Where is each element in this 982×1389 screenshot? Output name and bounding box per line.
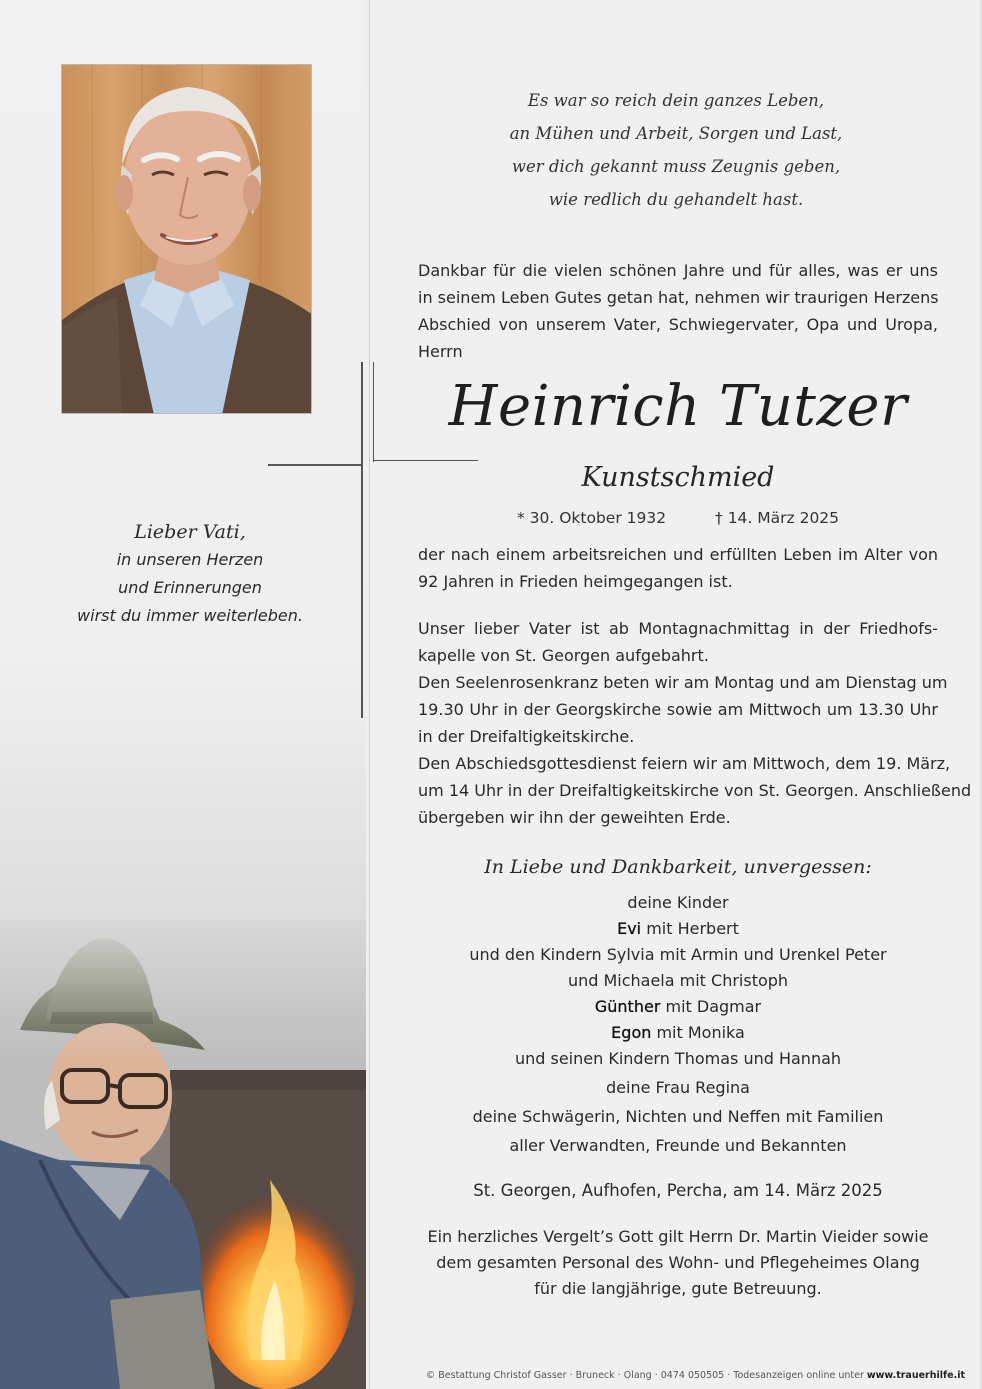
child-name: Evi: [617, 919, 642, 938]
family-line: und Michaela mit Christoph: [567, 971, 789, 990]
quote-line: und Erinnerungen: [118, 578, 262, 597]
deceased-name: Heinrich Tutzer: [448, 374, 908, 439]
intro-line: Abschied von unserem Vater, Schwiegervater, Opa und Uropa,: [418, 315, 938, 334]
arrangements-text: [418, 615, 972, 831]
footer: [410, 1370, 965, 1382]
family-line: deine Frau Regina: [606, 1078, 750, 1097]
place-date: St. Georgen, Aufhofen, Percha, am 14. März 2025: [473, 1181, 883, 1200]
vertical-divider: [369, 0, 370, 1389]
quote-heading: Lieber Vati,: [134, 521, 246, 543]
family-line: [418, 1020, 938, 1046]
quote-line: wirst du immer weiterleben.: [77, 606, 303, 625]
family-line: aller Verwandten, Freunde und Bekannten: [509, 1136, 847, 1155]
left-quote: [40, 518, 340, 630]
family-line-rest: mit Monika: [651, 1023, 745, 1042]
thanks-line: dem gesamten Personal des Wohn- und Pflegeheimes Olang: [436, 1253, 920, 1272]
thanks-line: für die langjährige, gute Betreuung.: [534, 1279, 822, 1298]
family-line-rest: mit Dagmar: [660, 997, 762, 1016]
child-name: Egon: [611, 1023, 652, 1042]
age-line: der nach einem arbeitsreichen und erfüllten Leben im Alter von: [418, 545, 938, 564]
family-line: deine Kinder: [627, 893, 729, 912]
age-text: [418, 541, 938, 595]
family-line-rest: mit Herbert: [641, 919, 739, 938]
footer-text: © Bestattung Christof Gasser · Bruneck · Olang · 0474 050505 · Todesanzeigen online unter: [425, 1370, 867, 1381]
child-name: Günther: [594, 997, 661, 1016]
arrangements-line: übergeben wir ihn der geweihten Erde.: [418, 808, 731, 827]
family-list: [418, 890, 938, 1159]
footer-website-link[interactable]: www.trauerhilfe.it: [866, 1370, 965, 1381]
intro-line: in seinem Leben Gutes getan hat, nehmen wir traurigen Herzens: [418, 288, 939, 307]
birth-date: * 30. Oktober 1932: [516, 509, 667, 527]
arrangements-line: Den Abschiedsgottesdienst feiern wir am Mittwoch, dem 19. März,: [418, 754, 951, 773]
age-line: 92 Jahren in Frieden heimgegangen ist.: [418, 572, 733, 591]
blacksmith-photo: [0, 920, 366, 1389]
family-line: deine Schwägerin, Nichten und Neffen mit Familien: [472, 1107, 884, 1126]
family-line: und den Kindern Sylvia mit Armin und Urenkel Peter: [469, 945, 887, 964]
family-line: [418, 994, 938, 1020]
arrangements-line: 19.30 Uhr in der Georgskirche sowie am Mittwoch um 13.30 Uhr: [418, 700, 938, 719]
cross-horizontal-left: [268, 464, 363, 466]
family-line: [418, 916, 938, 942]
intro-line: Dankbar für die vielen schönen Jahre und für alles, was er uns: [418, 261, 938, 280]
arrangements-line: Unser lieber Vater ist ab Montagnachmittag in der Friedhofs-: [418, 619, 938, 638]
family-heading: In Liebe und Dankbarkeit, unvergessen:: [484, 856, 872, 878]
thanks-line: Ein herzliches Vergelt’s Gott gilt Herrn Dr. Martin Vieider sowie: [427, 1227, 929, 1246]
thanks-text: [418, 1224, 938, 1302]
intro-line: Herrn: [418, 342, 463, 361]
death-date: † 14. März 2025: [715, 509, 840, 527]
arrangements-line: kapelle von St. Georgen aufgebahrt.: [418, 646, 709, 665]
poem-line: Es war so reich dein ganzes Leben,: [527, 91, 825, 110]
poem: [500, 84, 852, 216]
cross-vertical-right: [373, 362, 374, 462]
cross-vertical-left: [361, 362, 363, 718]
deceased-profession: Kunstschmied: [581, 462, 775, 493]
family-line: und seinen Kindern Thomas und Hannah: [514, 1049, 842, 1068]
poem-line: wie redlich du gehandelt hast.: [548, 190, 804, 209]
arrangements-line: Den Seelenrosenkranz beten wir am Montag und am Dienstag um: [418, 673, 948, 692]
intro-text: [418, 257, 938, 365]
poem-line: wer dich gekannt muss Zeugnis geben,: [511, 157, 841, 176]
poem-line: an Mühen und Arbeit, Sorgen und Last,: [509, 124, 843, 143]
portrait-photo: [61, 64, 312, 414]
arrangements-line: in der Dreifaltigkeitskirche.: [418, 727, 635, 746]
arrangements-line: um 14 Uhr in der Dreifaltigkeitskirche von St. Georgen. Anschließend: [418, 781, 972, 800]
quote-line: in unseren Herzen: [116, 550, 264, 569]
life-dates: [418, 508, 938, 528]
